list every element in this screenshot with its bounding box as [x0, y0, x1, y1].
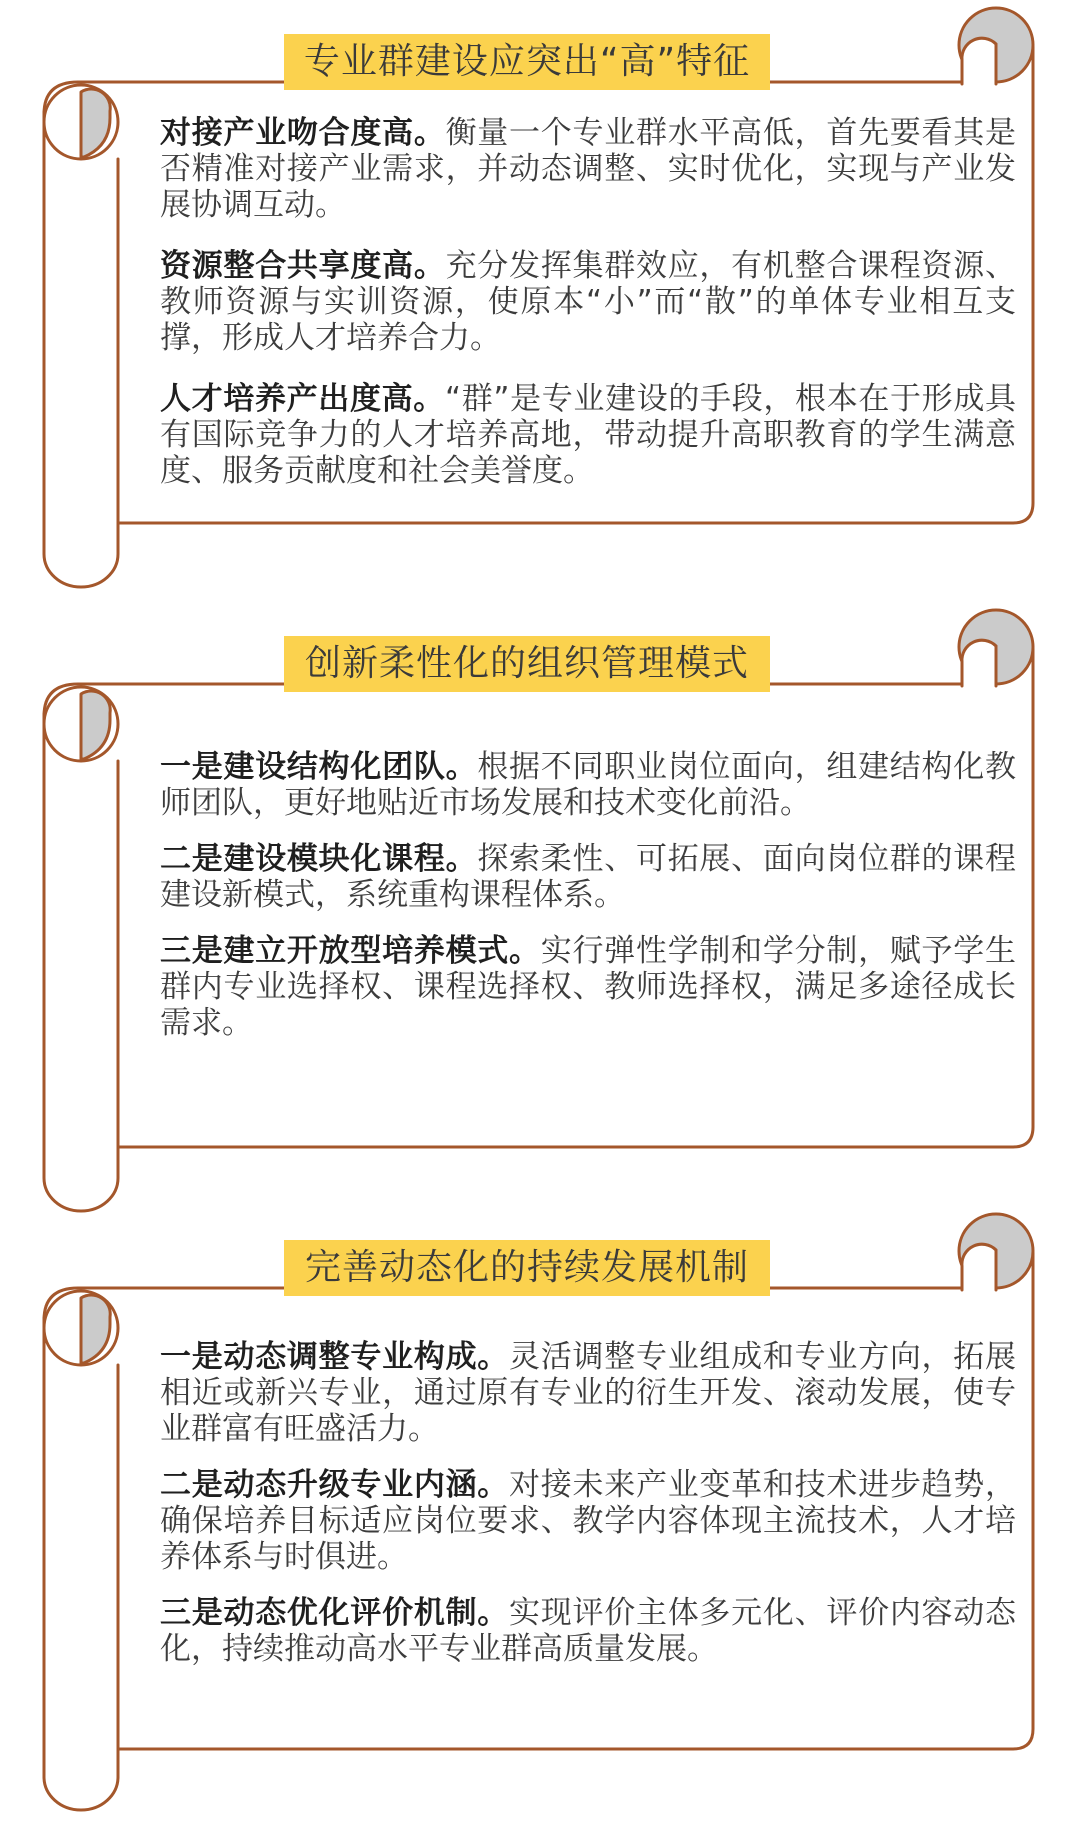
panel-title-2: 创新柔性化的组织管理模式 [284, 636, 770, 692]
scroll-left-strip [44, 112, 118, 587]
scroll-curl-left-icon [44, 1291, 118, 1365]
panel-title-3: 完善动态化的持续发展机制 [284, 1240, 770, 1296]
paragraph-text: 充分发挥集群效应，有机整合课程资源、教师资源与实训资源，使原本“小”而“散”的单体专业相互支撑，形成人才培养合力。 [160, 248, 1016, 356]
paragraph-lead: 人才培养产出度高。 [160, 381, 445, 417]
paragraph [160, 381, 1016, 489]
paragraph-text: 实现评价主体多元化、评价内容动态化，持续推动高水平专业群高质量发展。 [160, 1595, 1017, 1667]
paragraph-lead: 二是动态升级专业内涵。 [160, 1467, 510, 1503]
scroll-curl-right-icon [959, 1214, 1033, 1290]
paragraph-lead: 对接产业吻合度高。 [160, 115, 446, 151]
scroll-left-strip [44, 1318, 118, 1810]
paragraph-lead: 一是建设结构化团队。 [160, 749, 478, 785]
paragraph [160, 749, 1016, 821]
paragraph-text: 衡量一个专业群水平高低，首先要看其是否精准对接产业需求，并动态调整、实时优化，实现与产业发展协调互动。 [160, 115, 1016, 223]
paragraph-text: 实行弹性学制和学分制，赋予学生群内专业选择权、课程选择权、教师选择权，满足多途径成长需求。 [160, 933, 1017, 1041]
paragraph-text: “群”是专业建设的手段，根本在于形成具有国际竞争力的人才培养高地，带动提升高职教育的学生满意度、服务贡献度和社会美誉度。 [160, 381, 1017, 489]
paragraph [160, 1467, 1016, 1575]
paragraph [160, 841, 1016, 913]
paragraph [160, 1339, 1016, 1447]
paragraph-text: 灵活调整专业组成和专业方向，拓展相近或新兴专业，通过原有专业的衍生开发、滚动发展，使专业群富有旺盛活力。 [160, 1339, 1017, 1447]
panel-body-2 [160, 749, 1016, 1061]
paragraph [160, 115, 1016, 223]
panel-body-3 [160, 1339, 1016, 1687]
scroll-curl-right-icon [959, 610, 1033, 686]
paragraph-lead: 一是动态调整专业构成。 [160, 1339, 510, 1375]
scroll-curl-left-icon [44, 85, 118, 159]
paragraph [160, 1595, 1016, 1667]
scroll-curl-left-icon [44, 687, 118, 761]
paragraph-lead: 三是建立开放型培养模式。 [160, 933, 541, 969]
paragraph-text: 对接未来产业变革和技术进步趋势，确保培养目标适应岗位要求、教学内容体现主流技术，人才培养体系与时俱进。 [160, 1467, 1017, 1575]
paragraph-lead: 二是建设模块化课程。 [160, 841, 478, 877]
paragraph-text: 探索柔性、可拓展、面向岗位群的课程建设新模式，系统重构课程体系。 [160, 841, 1017, 913]
panel-body-1 [160, 115, 1016, 514]
scroll-curl-right-icon [959, 8, 1033, 84]
scroll-left-strip [44, 714, 118, 1211]
paragraph-text: 根据不同职业岗位面向，组建结构化教师团队，更好地贴近市场发展和技术变化前沿。 [160, 749, 1017, 821]
paragraph [160, 933, 1016, 1041]
paragraph-lead: 资源整合共享度高。 [160, 248, 446, 284]
paragraph [160, 248, 1016, 356]
paragraph-lead: 三是动态优化评价机制。 [160, 1595, 510, 1631]
panel-title-1: 专业群建设应突出“高”特征 [284, 34, 770, 90]
